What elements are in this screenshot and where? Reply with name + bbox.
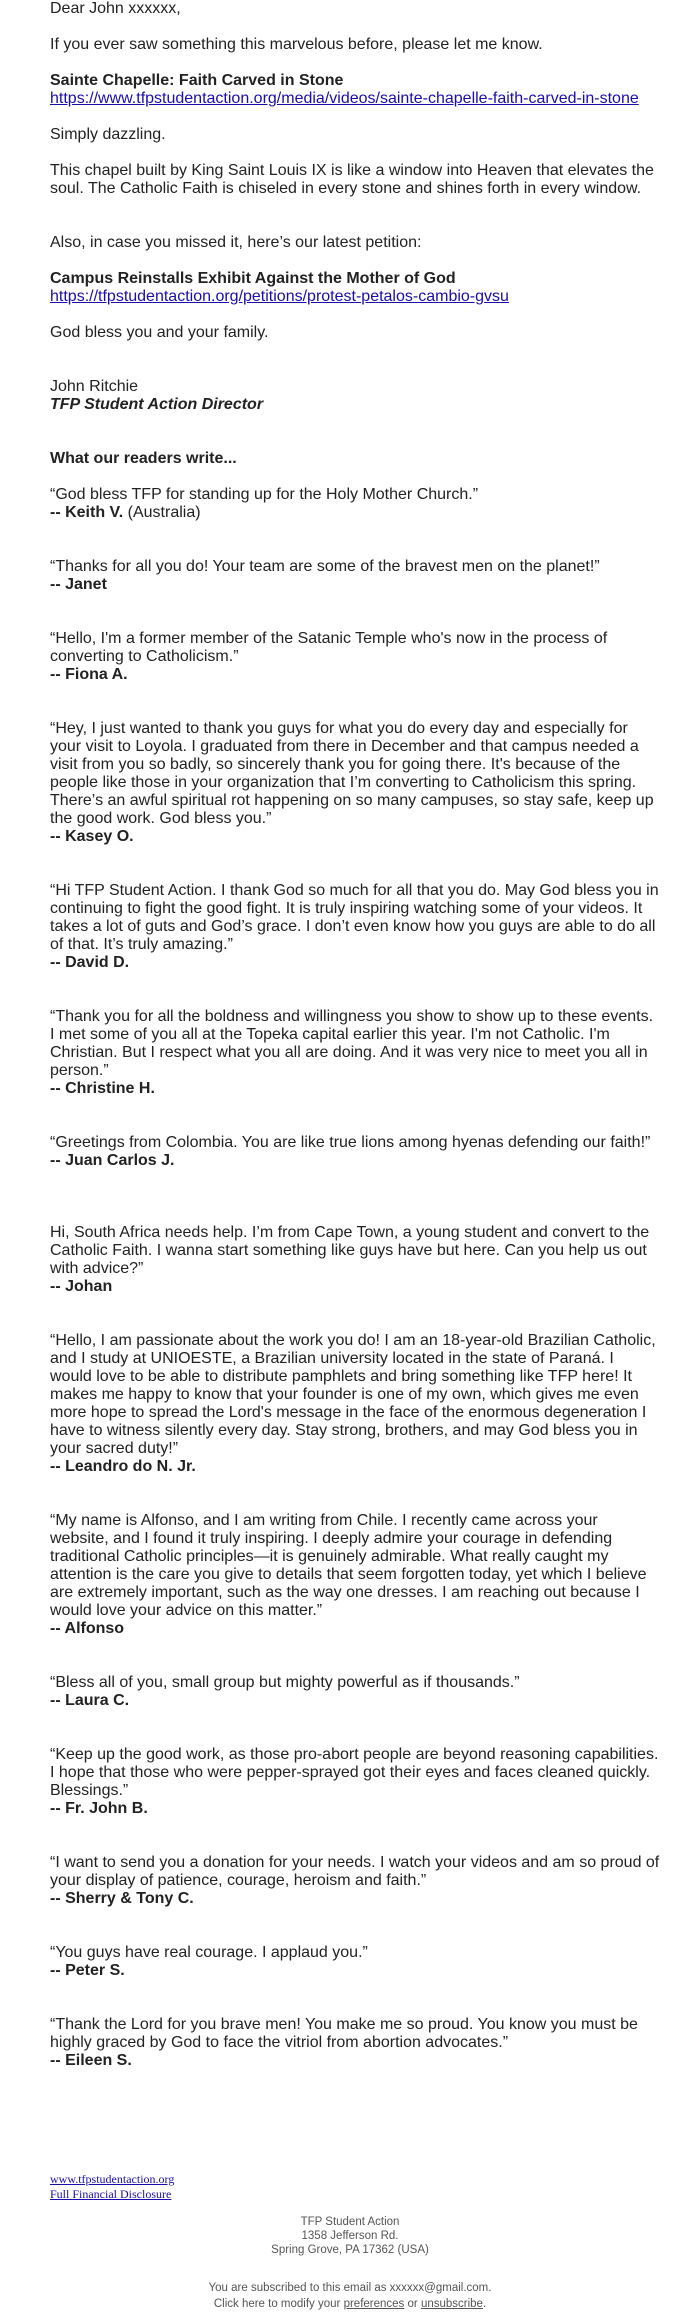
signature-name: John Ritchie xyxy=(50,378,139,395)
testimonial-author: -- Fr. John B. xyxy=(50,1800,148,1817)
petition-intro: Also, in case you missed it, here’s our latest petition: xyxy=(50,234,422,251)
testimonial xyxy=(50,1944,660,1980)
readers-heading: What our readers write... xyxy=(50,450,237,467)
site-link[interactable]: www.tfpstudentaction.org xyxy=(50,2172,175,2186)
testimonial-author: -- Sherry & Tony C. xyxy=(50,1890,194,1907)
testimonial-quote: “I want to send you a donation for your needs. I watch your videos and am so proud of your display of patience, courage, heroism and faith.” xyxy=(50,1854,660,1889)
preferences-link[interactable]: preferences xyxy=(343,2298,405,2310)
testimonial xyxy=(50,1512,660,1638)
video-link[interactable]: https://www.tfpstudentaction.org/media/videos/sainte-chapelle-faith-carved-in-stone xyxy=(50,90,639,107)
footer-links xyxy=(50,2172,174,2202)
testimonial-author: -- Janet xyxy=(50,576,107,593)
testimonial-author: -- Laura C. xyxy=(50,1692,130,1709)
mailing-address xyxy=(0,2215,700,2257)
subscription-notice xyxy=(0,2280,700,2312)
testimonial-quote: “My name is Alfonso, and I am writing from Chile. I recently came across your website, and I found it truly inspiring. I deeply admire your courage in defending traditional Catholic principles—it is genuinely admirable. What really caught my attention is the care you give to details that seem forgotten today, yet which I believe are extremely important, such as the way one dresses. I am reaching out because I would love your advice on this matter.” xyxy=(50,1512,647,1619)
subscribed-suffix: . xyxy=(488,2282,492,2294)
blessing-text: God bless you and your family. xyxy=(50,324,269,341)
testimonial xyxy=(50,1746,660,1818)
testimonial-quote: “Bless all of you, small group but mighty powerful as if thousands.” xyxy=(50,1674,520,1691)
testimonial-author: -- Kasey O. xyxy=(50,828,134,845)
testimonial-author: -- Leandro do N. Jr. xyxy=(50,1458,196,1475)
testimonial-quote: “Hello, I am passionate about the work you do! I am an 18-year-old Brazilian Catholic, and I study at UNIOESTE, a Brazilian university located in the state of Paraná. I would love to be able to distribute pamphlets and bring something like TFP here! It makes me happy to know that your founder is one of my own, which gives me even more hope to spread the Lord's message in the face of the enormous degeneration I have to witness silently every day. Stay strong, brothers, and may God bless you in your sacred duty!” xyxy=(50,1332,656,1457)
modify-suffix: . xyxy=(482,2298,487,2310)
street-address: 1358 Jefferson Rd. xyxy=(301,2230,399,2242)
testimonial-quote: Hi, South Africa needs help. I’m from Cape Town, a young student and convert to the Catholic Faith. I wanna start something like guys have but here. Can you help us out with advice?” xyxy=(50,1224,650,1277)
testimonial xyxy=(50,2016,660,2070)
testimonial-author: -- Fiona A. xyxy=(50,666,128,683)
testimonial-quote: “You guys have real courage. I applaud you.” xyxy=(50,1944,368,1961)
testimonial-quote: “Thank you for all the boldness and willingness you show to show up to these events. I met some of you all at the Topeka capital earlier this year. I'm not Catholic. I'm Christian. But I respect what you all are doing. And it was very nice to meet you all in person.” xyxy=(50,1008,654,1079)
testimonial-author: -- Peter S. xyxy=(50,1962,125,1979)
dazzling-text: Simply dazzling. xyxy=(50,126,166,143)
video-title: Sainte Chapelle: Faith Carved in Stone xyxy=(50,72,344,89)
financial-disclosure-link[interactable]: Full Financial Disclosure xyxy=(50,2187,172,2201)
subscribed-prefix: You are subscribed to this email as xyxy=(208,2282,390,2294)
testimonial-quote: “Hi TFP Student Action. I thank God so much for all that you do. May God bless you in continuing to fight the good fight. It is truly inspiring watching some of your videos. It takes a lot of guts and God’s grace. I don’t even know how you guys are able to do all of that. It’s truly amazing.” xyxy=(50,882,659,953)
org-name: TFP Student Action xyxy=(300,2216,400,2228)
testimonial-location: (Australia) xyxy=(123,504,201,521)
testimonial-author: -- Johan xyxy=(50,1278,113,1295)
testimonial-author: -- Alfonso xyxy=(50,1620,125,1637)
testimonial-quote: “God bless TFP for standing up for the Holy Mother Church.” xyxy=(50,486,479,503)
testimonial-quote: “Thanks for all you do! Your team are some of the bravest men on the planet!” xyxy=(50,558,600,575)
testimonial xyxy=(50,1008,660,1098)
testimonial xyxy=(50,1674,660,1710)
testimonial xyxy=(50,486,660,522)
testimonial xyxy=(50,1134,660,1170)
testimonial-quote: “Keep up the good work, as those pro-abort people are beyond reasoning capabilities. I hope that those who were pepper-sprayed got their eyes and faces cleaned quickly. Blessings.” xyxy=(50,1746,659,1799)
testimonial xyxy=(50,630,660,684)
testimonial-quote: “Hello, I'm a former member of the Satanic Temple who's now in the process of converting to Catholicism.” xyxy=(50,630,608,665)
petition-link[interactable]: https://tfpstudentaction.org/petitions/protest-petalos-cambio-gvsu xyxy=(50,288,509,305)
testimonial-author: -- Keith V. xyxy=(50,504,124,521)
testimonial xyxy=(50,882,660,972)
petition-title: Campus Reinstalls Exhibit Against the Mother of God xyxy=(50,270,456,287)
testimonial xyxy=(50,558,660,594)
testimonial-quote: “Thank the Lord for you brave men! You make me so proud. You know you must be highly graced by God to face the vitriol from abortion advocates.” xyxy=(50,2016,638,2051)
chapel-paragraph: This chapel built by King Saint Louis IX is like a window into Heaven that elevates the soul. The Catholic Faith is chiseled in every stone and shines forth in every window. xyxy=(50,162,654,197)
intro-text: If you ever saw something this marvelous before, please let me know. xyxy=(50,36,543,53)
city-address: Spring Grove, PA 17362 (USA) xyxy=(271,2244,429,2256)
testimonial-quote: “Greetings from Colombia. You are like true lions among hyenas defending our faith!” xyxy=(50,1134,651,1151)
modify-prefix: Click here to modify your xyxy=(213,2298,344,2310)
greeting: Dear John xxxxxx, xyxy=(50,0,181,17)
modify-middle: or xyxy=(404,2298,421,2310)
testimonial-author: -- Juan Carlos J. xyxy=(50,1152,175,1169)
testimonial-author: -- David D. xyxy=(50,954,130,971)
subscribed-email: xxxxxx@gmail.com xyxy=(389,2282,489,2294)
testimonial xyxy=(50,1854,660,1908)
testimonial xyxy=(50,720,660,846)
unsubscribe-link[interactable]: unsubscribe xyxy=(420,2298,483,2310)
testimonial-quote: “Hey, I just wanted to thank you guys for what you do every day and especially for your visit to Loyola. I graduated from there in December and that campus needed a visit from you so badly, so sincerely thank you for going there. It's because of the people like those in your organization that I’m converting to Catholicism this spring. There’s an awful spiritual rot happening on so many campuses, so stay safe, keep up the good work. God bless you.” xyxy=(50,720,654,827)
testimonial xyxy=(50,1332,660,1476)
testimonial-author: -- Christine H. xyxy=(50,1080,155,1097)
testimonial-author: -- Eileen S. xyxy=(50,2052,132,2069)
testimonial xyxy=(50,1224,660,1296)
signature-title: TFP Student Action Director xyxy=(50,396,264,413)
